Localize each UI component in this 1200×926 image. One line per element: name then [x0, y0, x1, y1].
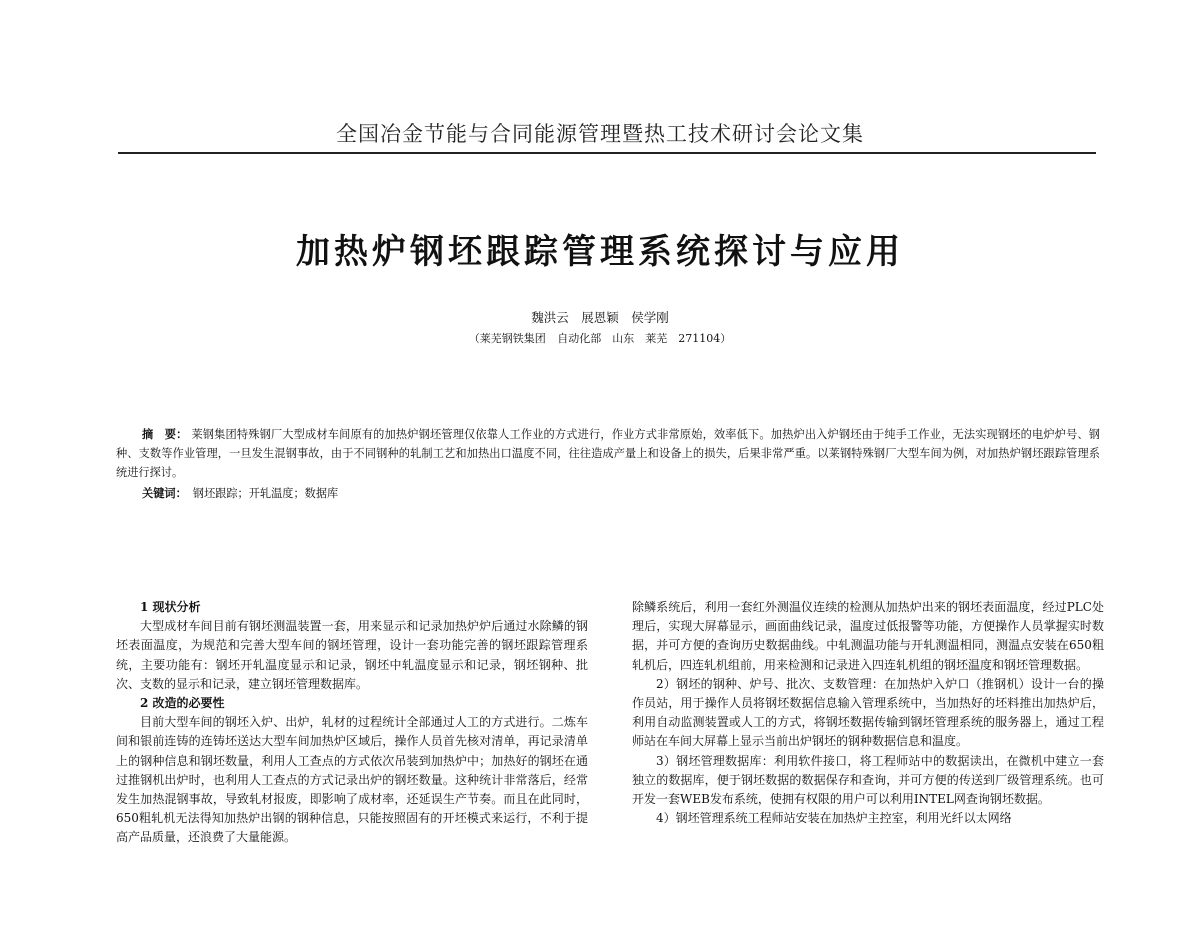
keywords-block	[142, 484, 338, 503]
paragraph: 4）钢坯管理系统工程师站安装在加热炉主控室，利用光纤以太网络	[656, 811, 1012, 826]
left-column	[116, 598, 588, 848]
paper-authors: 魏洪云 展恩颖 侯学刚	[531, 310, 669, 325]
journal-header: 全国冶金节能与合同能源管理暨热工技术研讨会论文集	[336, 122, 864, 146]
right-column	[632, 598, 1104, 828]
section-heading-1: 1 现状分析	[140, 600, 201, 614]
abstract-text: 莱钢集团特殊钢厂大型成材车间原有的加热炉钢坯管理仅依靠人工作业的方式进行，作业方式非常原始，效率低下。加热炉出入炉钢坯由于纯手工作业，无法实现钢坯的电炉炉号、钢种、支数等作业管理，一旦发生混钢事故，由于不同钢种的轧制工艺和加热出口温度不同，往往造成产量上和设备上的损失，后果非常严重。以莱钢特殊钢厂大型车间为例，对加热炉钢坯跟踪管理系统进行探讨。	[116, 428, 1100, 479]
header-rule	[118, 152, 1096, 154]
keywords-label: 关键词：	[142, 486, 187, 500]
paper-affiliation: （莱芜钢铁集团 自动化部 山东 莱芜 271104）	[468, 332, 732, 345]
abstract-block	[116, 425, 1100, 482]
abstract-label: 摘 要：	[142, 427, 188, 441]
paper-title: 加热炉钢坯跟踪管理系统探讨与应用	[296, 232, 904, 272]
keywords-text: 钢坯跟踪；开轧温度；数据库	[192, 487, 339, 500]
paragraph: 2）钢坯的钢种、炉号、批次、支数管理：在加热炉入炉口（推钢机）设计一台的操作员站，用于操作人员将钢坯数据信息输入管理系统中，当加热好的坯料推出加热炉后，利用自动监测装置或人工的方式，将钢坯数据传输到钢坯管理系统的服务器上，通过工程师站在车间大屏幕上显示当前出炉钢坯的钢种数据信息和温度。	[632, 676, 1104, 749]
paragraph: 大型成材车间目前有钢坯测温装置一套，用来显示和记录加热炉炉后通过水除鳞的钢坯表面温度，为规范和完善大型车间的钢坯管理，设计一套功能完善的钢坯跟踪管理系统，主要功能有：钢坯开轧温度显示和记录，钢坯中轧温度显示和记录，钢坯钢种、批次、支数的显示和记录，建立钢坯管理数据库。	[116, 619, 588, 691]
paragraph: 除鳞系统后，利用一套红外测温仪连续的检测从加热炉出来的钢坯表面温度，经过PLC处理后，实现大屏幕显示，画面曲线记录，温度过低报警等功能，方便操作人员掌握实时数据，并可方便的查询历史数据曲线。中轧测温功能与开轧测温相同，测温点安装在650粗轧机后，四连轧机组前，用来检测和记录进入四连轧机组的钢坯温度和钢坯管理数据。	[632, 600, 1104, 672]
paragraph: 目前大型车间的钢坯入炉、出炉，轧材的过程统计全部通过人工的方式进行。二炼车间和银前连铸的连铸坯送达大型车间加热炉区域后，操作人员首先核对清单，再记录清单上的钢种信息和钢坯数量，利用人工查点的方式依次吊装到加热炉中；加热好的钢坯在通过推钢机出炉时，也利用人工查点的方式记录出炉的钢坯数量。这种统计非常落后，经常发生加热混钢事故，导致轧材报废，即影响了成材率，还延误生产节奏。而且在此同时，650粗轧机无法得知加热炉出钢的钢种信息，只能按照固有的开坯模式来运行，不利于提高产品质量，还浪费了大量能源。	[116, 715, 588, 845]
section-heading-2: 2 改造的必要性	[140, 696, 225, 711]
paragraph: 3）钢坯管理数据库：利用软件接口，将工程师站中的数据读出，在微机中建立一套独立的数据库，便于钢坯数据的数据保存和查询，并可方便的传送到厂级管理系统。也可开发一套WEB发布系统，使拥有权限的用户可以利用INTEL网查询钢坯数据。	[632, 753, 1104, 807]
